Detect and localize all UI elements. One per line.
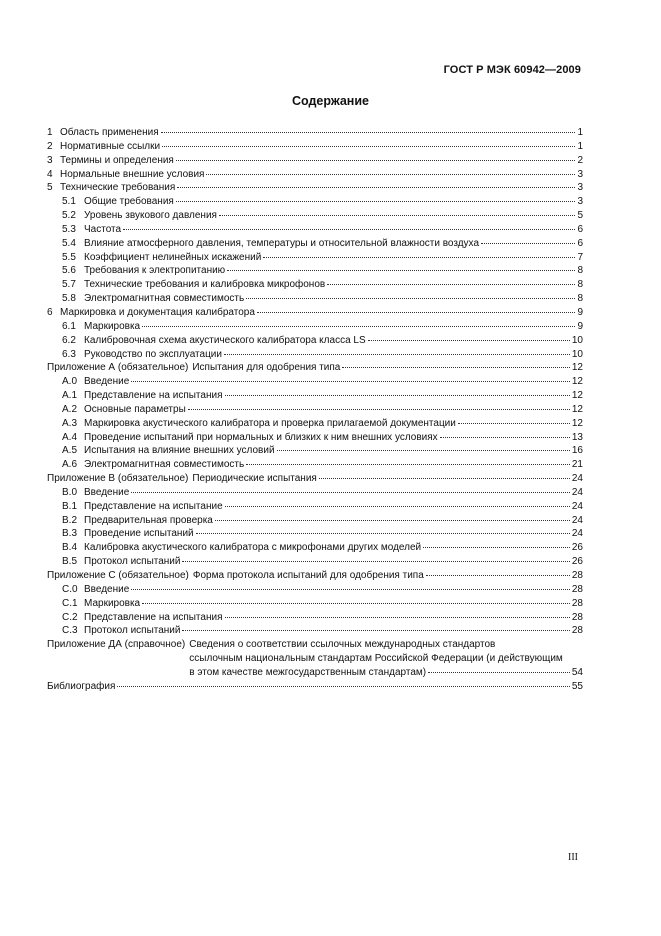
toc-entry-text-line3: в этом качестве межгосударственным стандартам) bbox=[189, 666, 427, 678]
toc-entry-text-line1: Сведения о соответствии ссылочных международных стандартов bbox=[189, 639, 496, 651]
toc-entry-number: В.1 bbox=[62, 500, 78, 512]
toc-entry-page: 9 bbox=[577, 306, 583, 318]
toc-leader-dots bbox=[131, 588, 570, 590]
toc-entry-page: 1 bbox=[577, 140, 583, 152]
toc-leader-dots bbox=[182, 629, 569, 631]
toc-entry[interactable] bbox=[47, 140, 583, 154]
toc-entry-number: А.6 bbox=[62, 459, 78, 471]
toc-entry-page: 28 bbox=[571, 611, 583, 623]
toc-entry[interactable] bbox=[47, 389, 583, 403]
toc-entry-page: 21 bbox=[571, 459, 583, 471]
toc-entry-text: Библиография bbox=[47, 680, 116, 692]
toc-entry-text: Технические требования bbox=[60, 182, 176, 194]
toc-entry-text: Уровень звукового давления bbox=[84, 210, 217, 222]
toc-leader-dots bbox=[227, 269, 575, 271]
toc-entry-number: 6 bbox=[47, 306, 53, 318]
toc-entry-text-line2: ссылочным национальным стандартам Российской Федерации (и действующим bbox=[189, 653, 563, 665]
page-number: III bbox=[568, 852, 578, 863]
toc-entry-number: 2 bbox=[47, 140, 53, 152]
toc-entry[interactable] bbox=[47, 348, 583, 362]
toc-entry-page: 3 bbox=[577, 182, 583, 194]
toc-entry[interactable] bbox=[47, 444, 583, 458]
toc-entry[interactable] bbox=[47, 527, 583, 541]
toc-entry-page: 12 bbox=[571, 362, 583, 374]
toc-entry-page: 24 bbox=[571, 473, 583, 485]
toc-entry-number: В.2 bbox=[62, 514, 78, 526]
toc-leader-dots bbox=[246, 297, 575, 299]
toc-entry-number: В.5 bbox=[62, 556, 78, 568]
toc-entry[interactable] bbox=[47, 306, 583, 320]
toc-entries bbox=[47, 126, 583, 638]
toc-entry-text: Электромагнитная совместимость bbox=[84, 293, 245, 305]
toc-entry[interactable] bbox=[47, 375, 583, 389]
toc-entry[interactable] bbox=[47, 292, 583, 306]
toc-leader-dots bbox=[426, 574, 570, 576]
toc-entry-page: 26 bbox=[571, 542, 583, 554]
toc-entry-text: Основные параметры bbox=[84, 403, 186, 415]
toc-entry-text: Требования к электропитанию bbox=[84, 265, 226, 277]
toc-entry[interactable] bbox=[47, 237, 583, 251]
toc-entry-text: Проведение испытаний при нормальных и близких к ним внешних условиях bbox=[84, 431, 438, 443]
toc-leader-dots bbox=[176, 159, 576, 161]
toc-leader-dots bbox=[257, 311, 576, 313]
toc-leader-dots bbox=[368, 339, 570, 341]
toc-entry[interactable] bbox=[47, 223, 583, 237]
toc-leader-dots bbox=[215, 519, 570, 521]
toc-entry-text: Предварительная проверка bbox=[84, 514, 213, 526]
toc-entry[interactable] bbox=[47, 361, 583, 375]
toc-entry-text: Протокол испытаний bbox=[84, 625, 181, 637]
toc-entry-number: 6.1 bbox=[62, 320, 76, 332]
toc-entry-number: С.2 bbox=[62, 611, 78, 623]
toc-entry-text: Влияние атмосферного давления, температуры и относительной влажности воздуха bbox=[84, 237, 480, 249]
toc-entry-number: 3 bbox=[47, 154, 53, 166]
toc-entry-number: 5.2 bbox=[62, 210, 76, 222]
toc-entry-page: 12 bbox=[571, 417, 583, 429]
toc-entry-number: А.4 bbox=[62, 431, 78, 443]
toc-entry[interactable] bbox=[47, 569, 583, 583]
toc-entry-page: 3 bbox=[577, 168, 583, 180]
toc-entry-number: 5.3 bbox=[62, 223, 76, 235]
toc-leader-dots bbox=[177, 186, 575, 188]
toc-entry-page: 55 bbox=[571, 680, 583, 692]
toc-entry-text: Маркировка bbox=[84, 320, 141, 332]
toc-entry-text: Калибровочная схема акустического калибратора класса LS bbox=[84, 334, 366, 346]
toc-leader-dots bbox=[131, 380, 570, 382]
toc-entry-number: С.0 bbox=[62, 583, 78, 595]
toc-leader-dots bbox=[123, 228, 575, 230]
document-header: ГОСТ Р МЭК 60942—2009 bbox=[443, 64, 581, 76]
toc-entry[interactable] bbox=[47, 624, 583, 638]
toc-entry-number: Приложение ДА (справочное) bbox=[47, 639, 186, 651]
toc-leader-dots bbox=[342, 366, 570, 368]
toc-entry-page: 24 bbox=[571, 500, 583, 512]
toc-entry-page: 3 bbox=[577, 196, 583, 208]
toc-entry-text: Протокол испытаний bbox=[84, 556, 181, 568]
toc-leader-dots bbox=[428, 671, 570, 673]
toc-entry-number: В.0 bbox=[62, 486, 78, 498]
toc-entry[interactable] bbox=[47, 126, 583, 140]
toc-leader-dots bbox=[225, 616, 570, 618]
toc-leader-dots bbox=[182, 560, 569, 562]
toc-entry-page: 7 bbox=[577, 251, 583, 263]
toc-entry-text: Термины и определения bbox=[60, 154, 174, 166]
toc-entry-text: Проведение испытаний bbox=[84, 528, 194, 540]
toc-entry-number: Приложение В (обязательное) bbox=[47, 473, 189, 485]
toc-entry-text: Введение bbox=[84, 486, 130, 498]
toc-entry-number: Приложение С (обязательное) bbox=[47, 570, 189, 581]
toc-entry[interactable] bbox=[47, 334, 583, 348]
toc-leader-dots bbox=[481, 242, 575, 244]
toc-entry-text: Маркировка и документация калибратора bbox=[60, 306, 255, 318]
toc-entry[interactable] bbox=[47, 251, 583, 265]
toc-entry-number: 5.4 bbox=[62, 237, 76, 249]
toc-entry-page: 10 bbox=[571, 334, 583, 346]
toc-leader-dots bbox=[458, 422, 570, 424]
toc-entry-number: 5 bbox=[47, 182, 53, 194]
toc-entry-text: Периодические испытания bbox=[192, 473, 317, 485]
toc-entry-number: С.3 bbox=[62, 625, 78, 637]
toc-entry-page: 16 bbox=[571, 445, 583, 457]
toc-entry-page: 12 bbox=[571, 390, 583, 402]
toc-entry-page: 1 bbox=[577, 127, 583, 138]
toc-entry-page: 24 bbox=[571, 514, 583, 526]
toc-leader-dots bbox=[196, 532, 570, 534]
toc-leader-dots bbox=[225, 505, 570, 507]
toc-entry[interactable] bbox=[47, 181, 583, 195]
toc-entry[interactable] bbox=[47, 168, 583, 182]
toc-entry-number: 4 bbox=[47, 168, 53, 180]
toc-entry-page: 9 bbox=[577, 320, 583, 332]
toc-entry-number: С.1 bbox=[62, 597, 78, 609]
toc-entry[interactable] bbox=[47, 500, 583, 514]
toc-entry-page: 13 bbox=[571, 431, 583, 443]
toc-leader-dots bbox=[225, 394, 570, 396]
page-title: Содержание bbox=[291, 94, 369, 108]
toc-entry-page: 54 bbox=[571, 666, 583, 678]
toc-entry[interactable] bbox=[47, 278, 583, 292]
toc-entry-page: 24 bbox=[571, 486, 583, 498]
toc-entry[interactable] bbox=[47, 417, 583, 431]
toc-entry-number: В.4 bbox=[62, 542, 78, 554]
toc-leader-dots bbox=[176, 200, 576, 202]
toc-leader-dots bbox=[423, 546, 570, 548]
toc-entry-page: 28 bbox=[571, 583, 583, 595]
toc-entry[interactable] bbox=[47, 458, 583, 472]
toc-leader-dots bbox=[142, 602, 570, 604]
toc-entry-number: 5.7 bbox=[62, 279, 76, 291]
toc-entry-text: Калибровка акустического калибратора с микрофонами других моделей bbox=[84, 542, 422, 554]
toc-entry-page: 26 bbox=[571, 556, 583, 568]
toc-leader-dots bbox=[246, 463, 570, 465]
toc-entry-text: Введение bbox=[84, 376, 130, 388]
toc-leader-dots bbox=[319, 477, 570, 479]
toc-entry-number: Приложение А (обязательное) bbox=[47, 362, 189, 374]
toc-leader-dots bbox=[161, 131, 576, 133]
toc-entry[interactable] bbox=[47, 472, 583, 486]
toc-entry-number: 5.5 bbox=[62, 251, 76, 263]
toc-entry-page: 10 bbox=[571, 348, 583, 360]
toc-entry[interactable] bbox=[47, 431, 583, 445]
toc-entry-text: Нормативные ссылки bbox=[60, 140, 161, 152]
toc-entry-text: Область применения bbox=[60, 127, 159, 138]
toc-entry-page: 24 bbox=[571, 528, 583, 540]
toc-entry-page: 28 bbox=[571, 597, 583, 609]
toc-entry[interactable] bbox=[47, 514, 583, 528]
toc-entry-number: 5.6 bbox=[62, 265, 76, 277]
toc-entry-page: 8 bbox=[577, 265, 583, 277]
toc-entry[interactable] bbox=[47, 403, 583, 417]
toc-leader-dots bbox=[224, 353, 570, 355]
toc-entry-number: 6.3 bbox=[62, 348, 76, 360]
toc-entry-page: 28 bbox=[571, 625, 583, 637]
toc-entry-text: Представление на испытания bbox=[84, 390, 223, 402]
table-of-contents bbox=[47, 126, 583, 694]
toc-entry[interactable] bbox=[47, 486, 583, 500]
toc-entry[interactable] bbox=[47, 611, 583, 625]
toc-entry-text: Испытания на влияние внешних условий bbox=[84, 445, 275, 457]
toc-entry-number: А.2 bbox=[62, 403, 78, 415]
toc-leader-dots bbox=[219, 214, 575, 216]
toc-entry[interactable] bbox=[47, 209, 583, 223]
toc-entry-text: Представление на испытания bbox=[84, 611, 223, 623]
toc-entry[interactable] bbox=[47, 264, 583, 278]
toc-entry-page: 5 bbox=[577, 210, 583, 222]
toc-leader-dots bbox=[263, 256, 575, 258]
toc-entry-page: 28 bbox=[571, 570, 583, 581]
toc-entry-page: 6 bbox=[577, 223, 583, 235]
toc-entry-page: 8 bbox=[577, 293, 583, 305]
toc-entry-number: В.3 bbox=[62, 528, 78, 540]
toc-entry-text: Форма протокола испытаний для одобрения типа bbox=[192, 570, 424, 581]
toc-entry-page: 2 bbox=[577, 154, 583, 166]
toc-leader-dots bbox=[440, 436, 570, 438]
toc-entry[interactable] bbox=[47, 320, 583, 334]
toc-entry-page: 8 bbox=[577, 279, 583, 291]
toc-leader-dots bbox=[162, 145, 575, 147]
toc-entry-text: Руководство по эксплуатации bbox=[84, 348, 222, 360]
toc-leader-dots bbox=[327, 283, 575, 285]
toc-entry-number: 5.8 bbox=[62, 293, 76, 305]
toc-leader-dots bbox=[131, 491, 570, 493]
toc-entry-number: А.0 bbox=[62, 376, 78, 388]
toc-entry-number: 6.2 bbox=[62, 334, 76, 346]
toc-entry-text: Общие требования bbox=[84, 196, 174, 208]
toc-entry-number: А.3 bbox=[62, 417, 78, 429]
toc-entry-number: А.1 bbox=[62, 390, 78, 402]
toc-entry[interactable] bbox=[47, 541, 583, 555]
toc-leader-dots bbox=[142, 325, 575, 327]
toc-leader-dots bbox=[277, 449, 570, 451]
toc-entry-page: 6 bbox=[577, 237, 583, 249]
toc-entry[interactable] bbox=[47, 583, 583, 597]
toc-entry-number: 5.1 bbox=[62, 196, 76, 208]
toc-entry-bibliography[interactable] bbox=[47, 680, 583, 694]
toc-entry-page: 12 bbox=[571, 403, 583, 415]
toc-leader-dots bbox=[188, 408, 570, 410]
toc-entry-text: Частота bbox=[84, 223, 122, 235]
toc-entry[interactable] bbox=[47, 195, 583, 209]
toc-entry-text: Электромагнитная совместимость bbox=[84, 459, 245, 471]
toc-entry-text: Введение bbox=[84, 583, 130, 595]
toc-entry-appendix-da[interactable] bbox=[47, 638, 583, 680]
toc-entry-text: Маркировка bbox=[84, 597, 141, 609]
toc-entry-text: Представление на испытание bbox=[84, 500, 223, 512]
toc-entry-number: А.5 bbox=[62, 445, 78, 457]
toc-entry[interactable] bbox=[47, 154, 583, 168]
toc-entry-text: Испытания для одобрения типа bbox=[192, 362, 341, 374]
toc-leader-dots bbox=[117, 685, 569, 687]
toc-entry-page: 12 bbox=[571, 376, 583, 388]
toc-entry-text: Маркировка акустического калибратора и проверка прилагаемой документации bbox=[84, 417, 456, 429]
toc-entry-text: Нормальные внешние условия bbox=[60, 168, 205, 180]
toc-entry[interactable] bbox=[47, 555, 583, 569]
toc-leader-dots bbox=[206, 173, 575, 175]
toc-entry-text: Коэффициент нелинейных искажений bbox=[84, 251, 262, 263]
toc-entry-number: 1 bbox=[47, 127, 53, 138]
toc-entry-text: Технические требования и калибровка микрофонов bbox=[84, 279, 326, 291]
toc-entry[interactable] bbox=[47, 597, 583, 611]
